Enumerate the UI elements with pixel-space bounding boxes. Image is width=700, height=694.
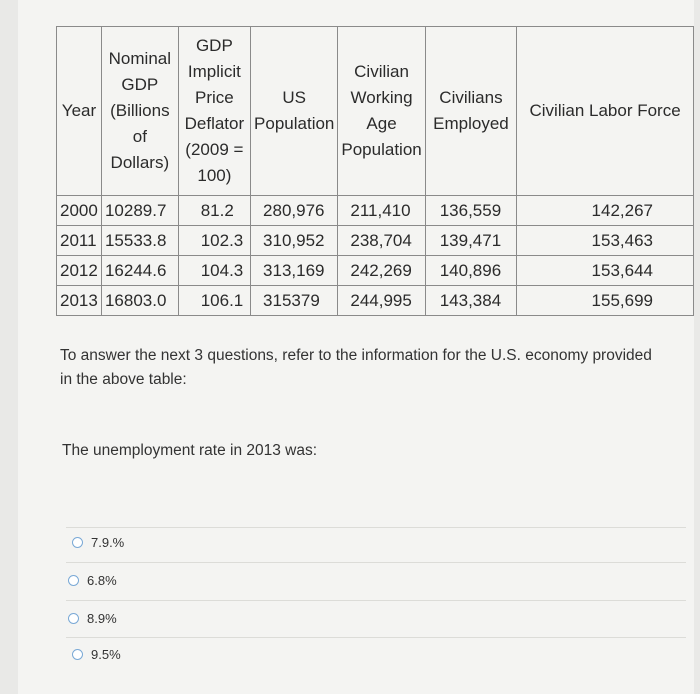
cell-civilians-employed: 143,384 [425, 286, 516, 316]
cell-civilians-employed: 136,559 [425, 196, 516, 226]
cell-civilian-labor-force: 153,463 [517, 226, 694, 256]
cell-gdp-deflator: 102.3 [178, 226, 250, 256]
option-label: 8.9% [87, 611, 117, 626]
instructions-text: To answer the next 3 questions, refer to the information for the U.S. economy provided in the above table: [60, 347, 652, 388]
header-civilians-employed: Civilians Employed [425, 27, 516, 196]
header-nominal-gdp: Nominal GDP (Billions of Dollars) [101, 27, 178, 196]
cell-us-population: 280,976 [251, 196, 338, 226]
radio-button[interactable] [68, 575, 79, 586]
answer-option[interactable] [72, 647, 121, 662]
cell-civilians-employed: 139,471 [425, 226, 516, 256]
cell-working-age-population: 211,410 [338, 196, 425, 226]
cell-gdp-deflator: 106.1 [178, 286, 250, 316]
cell-year: 2000 [57, 196, 102, 226]
cell-working-age-population: 238,704 [338, 226, 425, 256]
cell-civilian-labor-force: 153,644 [517, 256, 694, 286]
table-row [57, 256, 694, 286]
cell-nominal-gdp: 16244.6 [101, 256, 178, 286]
option-label: 9.5% [91, 647, 121, 662]
cell-nominal-gdp: 15533.8 [101, 226, 178, 256]
cell-nominal-gdp: 10289.7 [101, 196, 178, 226]
radio-button[interactable] [68, 613, 79, 624]
question-text: The unemployment rate in 2013 was: [62, 442, 318, 459]
divider [66, 637, 686, 638]
cell-gdp-deflator: 81.2 [178, 196, 250, 226]
cell-year: 2011 [57, 226, 102, 256]
answer-option[interactable] [68, 611, 117, 626]
cell-nominal-gdp: 16803.0 [101, 286, 178, 316]
question-page [18, 0, 694, 694]
radio-button[interactable] [72, 537, 83, 548]
table-row [57, 226, 694, 256]
economy-data-table [56, 26, 694, 316]
header-working-age-population: Civilian Working Age Population [338, 27, 425, 196]
cell-civilian-labor-force: 155,699 [517, 286, 694, 316]
header-civilian-labor-force: Civilian Labor Force [517, 27, 694, 196]
table-row [57, 286, 694, 316]
header-us-population: US Population [251, 27, 338, 196]
answer-option[interactable] [68, 573, 117, 588]
table-header-row [57, 27, 694, 196]
table-row [57, 196, 694, 226]
divider [66, 527, 686, 528]
header-gdp-deflator: GDP Implicit Price Deflator (2009 = 100) [178, 27, 250, 196]
answer-option[interactable] [72, 535, 124, 550]
cell-working-age-population: 244,995 [338, 286, 425, 316]
cell-working-age-population: 242,269 [338, 256, 425, 286]
cell-us-population: 310,952 [251, 226, 338, 256]
divider [66, 600, 686, 601]
cell-year: 2013 [57, 286, 102, 316]
cell-civilian-labor-force: 142,267 [517, 196, 694, 226]
radio-button[interactable] [72, 649, 83, 660]
cell-year: 2012 [57, 256, 102, 286]
cell-us-population: 313,169 [251, 256, 338, 286]
cell-civilians-employed: 140,896 [425, 256, 516, 286]
cell-gdp-deflator: 104.3 [178, 256, 250, 286]
option-label: 6.8% [87, 573, 117, 588]
cell-us-population: 315379 [251, 286, 338, 316]
header-year: Year [57, 27, 102, 196]
divider [66, 562, 686, 563]
option-label: 7.9.% [91, 535, 125, 550]
